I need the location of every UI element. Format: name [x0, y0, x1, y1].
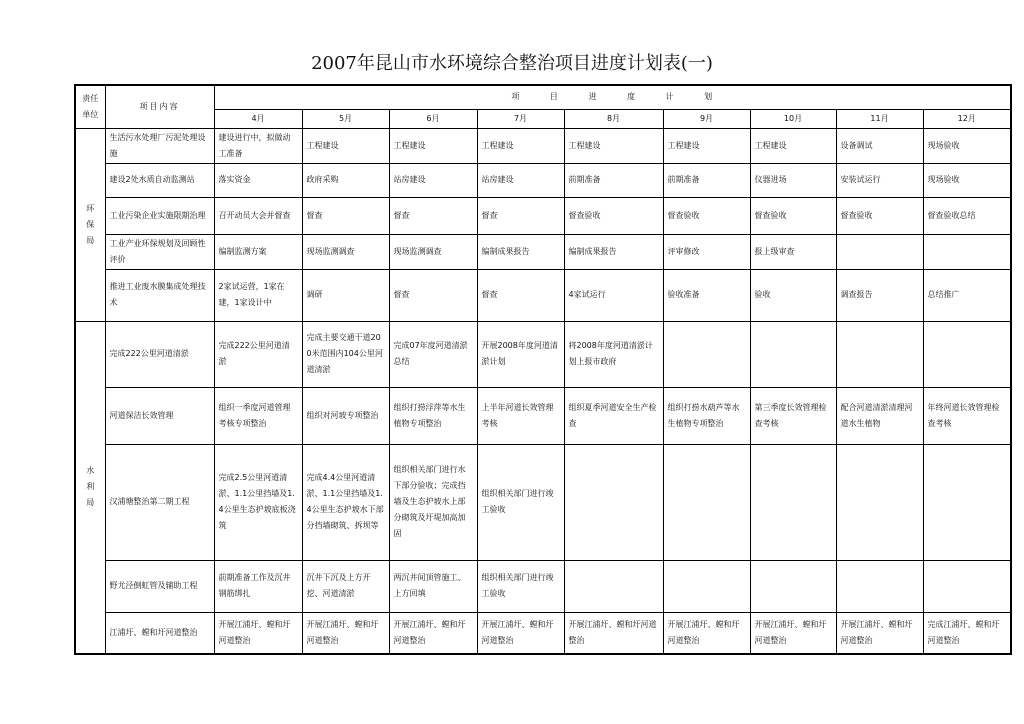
schedule-cell: 调研: [302, 269, 389, 321]
schedule-cell: [923, 321, 1011, 387]
project-content: 推进工业废水膜集成处理技术: [105, 269, 214, 321]
project-content: 完成222公里河道清淤: [105, 321, 214, 387]
schedule-cell: 督查: [477, 197, 564, 234]
schedule-cell: 现场验收: [923, 163, 1011, 197]
schedule-cell: [750, 444, 836, 560]
content-header: 项目内容: [105, 85, 214, 128]
month-header: 4月: [214, 109, 302, 128]
schedule-cell: 前期准备: [663, 163, 750, 197]
schedule-cell: 开展江浦圩、螳和圩河道整治: [836, 612, 923, 654]
schedule-cell: 工程建设: [477, 128, 564, 163]
schedule-cell: 编制成果报告: [564, 234, 663, 269]
schedule-cell: 工程建设: [564, 128, 663, 163]
schedule-cell: 完成4.4公里河道清淤、1.1公里挡墙及1.4公里生态护坡水下部分挡墙砌筑、拆坝等: [302, 444, 389, 560]
schedule-cell: 年终河道长效管理检查考核: [923, 387, 1011, 444]
schedule-cell: [836, 234, 923, 269]
table-row: [75, 269, 1011, 321]
table-row: [75, 612, 1011, 654]
schedule-cell: 站房建设: [477, 163, 564, 197]
schedule-cell: [663, 560, 750, 612]
schedule-cell: 开展江浦圩、螳和圩河道整治: [214, 612, 302, 654]
schedule-cell: 2家试运营，1家在建，1家设计中: [214, 269, 302, 321]
month-header: 12月: [923, 109, 1011, 128]
schedule-cell: 督查验收: [564, 197, 663, 234]
month-header: 5月: [302, 109, 389, 128]
schedule-cell: 第三季度长效管理检查考核: [750, 387, 836, 444]
schedule-cell: [836, 321, 923, 387]
table-row: [75, 197, 1011, 234]
schedule-cell: 开展江浦圩、螳和圩河道整治: [663, 612, 750, 654]
project-content: 建设2处水质自动监测站: [105, 163, 214, 197]
schedule-cell: [923, 234, 1011, 269]
table-row: [75, 321, 1011, 387]
schedule-cell: 报上级审查: [750, 234, 836, 269]
page-title: 2007年昆山市水环境综合整治项目进度计划表(一): [311, 53, 713, 74]
schedule-cell: 两沉井间顶管施工、上方回填: [389, 560, 477, 612]
schedule-cell: 调查报告: [836, 269, 923, 321]
schedule-cell: 工程建设: [389, 128, 477, 163]
schedule-cell: [663, 321, 750, 387]
schedule-cell: 编制监测方案: [214, 234, 302, 269]
schedule-cell: 工程建设: [302, 128, 389, 163]
schedule-table: [74, 84, 1012, 655]
schedule-cell: 组织相关部门进行水下部分验收；完成挡墙及生态护坡水上部分砌筑及圩堤加高加固: [389, 444, 477, 560]
dept-name: 环 保 局: [75, 128, 105, 321]
schedule-cell: 沉井下沉及上方开挖、河道清淤: [302, 560, 389, 612]
schedule-cell: 建设进行中，拟做动工准备: [214, 128, 302, 163]
project-content: 江浦圩、螳和圩河道整治: [105, 612, 214, 654]
schedule-cell: 开展江浦圩、螳和圩河道整治: [750, 612, 836, 654]
month-header: 11月: [836, 109, 923, 128]
schedule-cell: 组织对河坡专项整治: [302, 387, 389, 444]
schedule-cell: 督查验收: [750, 197, 836, 234]
schedule-cell: [750, 321, 836, 387]
schedule-cell: 督查: [477, 269, 564, 321]
schedule-cell: 现场监测调查: [302, 234, 389, 269]
schedule-cell: 完成07年度河道清淤总结: [389, 321, 477, 387]
schedule-cell: [564, 444, 663, 560]
table-row: [75, 387, 1011, 444]
schedule-cell: [564, 560, 663, 612]
schedule-cell: 完成2.5公里河道清淤、1.1公里挡墙及1.4公里生态护坡底板浇筑: [214, 444, 302, 560]
schedule-cell: 督查: [389, 269, 477, 321]
schedule-cell: 督查验收: [663, 197, 750, 234]
schedule-cell: 仪器进场: [750, 163, 836, 197]
schedule-cell: [836, 560, 923, 612]
schedule-cell: 召开动员大会并督查: [214, 197, 302, 234]
schedule-cell: 站房建设: [389, 163, 477, 197]
project-content: 工业污染企业实施限期治理: [105, 197, 214, 234]
table-row: [75, 128, 1011, 163]
schedule-cell: 设备调试: [836, 128, 923, 163]
schedule-cell: 组织夏季河道安全生产检查: [564, 387, 663, 444]
schedule-cell: 上半年河道长效管理考核: [477, 387, 564, 444]
schedule-cell: 编制成果报告: [477, 234, 564, 269]
schedule-cell: 现场验收: [923, 128, 1011, 163]
project-content: 河道保洁长效管理: [105, 387, 214, 444]
table-row: [75, 560, 1011, 612]
schedule-cell: 完成江浦圩、螳和圩河道整治: [923, 612, 1011, 654]
table-row: [75, 444, 1011, 560]
table-row: [75, 234, 1011, 269]
schedule-cell: [923, 560, 1011, 612]
dept-header: 责任单位: [75, 85, 105, 128]
schedule-cell: 完成主要交通干道200米范围内104公里河道清淤: [302, 321, 389, 387]
month-header: 10月: [750, 109, 836, 128]
schedule-cell: 开展江浦圩、螳和圩河道整治: [477, 612, 564, 654]
schedule-cell: 落实资金: [214, 163, 302, 197]
schedule-cell: 配合河道清淤清理河道水生植物: [836, 387, 923, 444]
schedule-cell: 督查: [302, 197, 389, 234]
project-content: 生活污水处理厂污泥处理设施: [105, 128, 214, 163]
schedule-cell: 现场监测调查: [389, 234, 477, 269]
schedule-cell: [750, 560, 836, 612]
schedule-cell: 开展江浦圩、螳和圩河道整治: [389, 612, 477, 654]
schedule-cell: 政府采购: [302, 163, 389, 197]
month-header: 9月: [663, 109, 750, 128]
schedule-cell: 开展2008年度河道清淤计划: [477, 321, 564, 387]
schedule-cell: 评审修改: [663, 234, 750, 269]
schedule-cell: 组织相关部门进行竣工验收: [477, 444, 564, 560]
schedule-cell: 验收: [750, 269, 836, 321]
schedule-cell: 前期准备: [564, 163, 663, 197]
schedule-cell: 验收准备: [663, 269, 750, 321]
table-row: [75, 163, 1011, 197]
project-content: 野尤泾倒虹管及辅助工程: [105, 560, 214, 612]
month-header: 7月: [477, 109, 564, 128]
schedule-cell: 总结推广: [923, 269, 1011, 321]
schedule-cell: 将2008年度河道清淤计划上报市政府: [564, 321, 663, 387]
schedule-cell: 组织相关部门进行竣工验收: [477, 560, 564, 612]
project-content: 工业产业环保规划及回顾性评价: [105, 234, 214, 269]
plan-header: 项 目 进 度 计 划: [214, 85, 1011, 109]
schedule-cell: 组织打捞浮萍等水生植物专项整治: [389, 387, 477, 444]
schedule-cell: 安装试运行: [836, 163, 923, 197]
month-header: 8月: [564, 109, 663, 128]
schedule-cell: 督查: [389, 197, 477, 234]
dept-name: 水 利 局: [75, 321, 105, 654]
schedule-cell: 督查验收总结: [923, 197, 1011, 234]
schedule-cell: 前期准备工作及沉井钢筋绑扎: [214, 560, 302, 612]
schedule-cell: [836, 444, 923, 560]
header-row-months: [75, 109, 1011, 128]
schedule-cell: 开展江浦圩、螳和圩河道整治: [302, 612, 389, 654]
schedule-cell: [663, 444, 750, 560]
schedule-cell: 4家试运行: [564, 269, 663, 321]
schedule-cell: 督查验收: [836, 197, 923, 234]
schedule-cell: 组织打捞水葫芦等水生植物专项整治: [663, 387, 750, 444]
header-row-plan: [75, 85, 1011, 109]
schedule-cell: 工程建设: [750, 128, 836, 163]
schedule-cell: 开展江浦圩、螳和圩河道整治: [564, 612, 663, 654]
month-header: 6月: [389, 109, 477, 128]
project-content: 汉浦塘整治第二期工程: [105, 444, 214, 560]
schedule-cell: [923, 444, 1011, 560]
schedule-cell: 完成222公里河道清淤: [214, 321, 302, 387]
schedule-cell: 工程建设: [663, 128, 750, 163]
schedule-cell: 组织一季度河道管理考核专项整治: [214, 387, 302, 444]
